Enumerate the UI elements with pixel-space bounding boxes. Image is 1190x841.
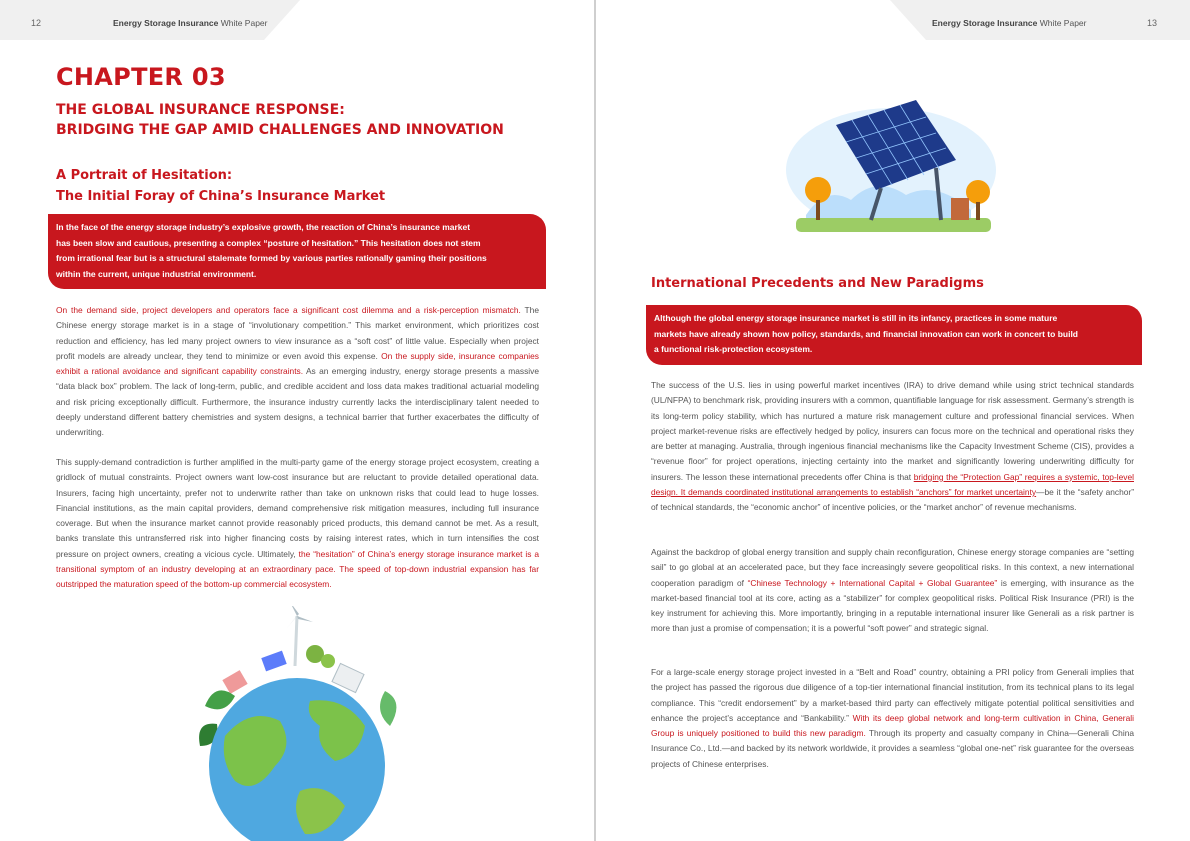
left-page: [0, 0, 594, 841]
doc-title-rest: White Paper: [1037, 18, 1087, 28]
ground-shape: [796, 218, 991, 232]
body-text: The Chinese energy storage market is in a stage of “involutionary competition.” This market environment, which prioritizes cost reduction and efficiency, has led many project owners to view insurance as a “soft cost” of little value. Especially when project profit models are already unclear, they tend to minimize or even avoid this expense.: [56, 305, 539, 361]
tree-trunk: [976, 202, 980, 220]
chapter-subtitle: [56, 100, 556, 140]
doc-title: [932, 18, 1086, 28]
left-header: [0, 0, 594, 40]
house-icon: [222, 670, 247, 694]
solar-panel-icon: [261, 651, 286, 672]
section2-paragraph-3: [651, 665, 1134, 772]
tree-icon: [805, 177, 831, 203]
body-text: Through its property and casualty company in China—Generali China Insurance Co., Ltd.—and backed by its network worldwide, it provides a seamless “global one-net” risk guarantee for the overseas projects of Chinese enterprises.: [651, 728, 1135, 769]
page-number: 12: [31, 18, 42, 28]
callout-line: has been slow and cautious, presenting a complex “posture of hesitation.” This hesitation does not stem: [56, 237, 481, 248]
turbine-blade: [297, 616, 313, 622]
body-text: The success of the U.S. lies in using powerful market incentives (IRA) to drive demand while using strict technical standards (UL/NFPA) to benchmark risk, providing insurers with a common, quantifiable language for risk assessment. Germany’s strength is its long-term policy stability, which has nurtured a mature risk management culture and professional financial services. When project market-revenue risks are effectively hedged by policy, insurers can focus more on the technical and operational risks they are better at managing. Australia, through ingenious financial mechanisms like the Capacity Investment Scheme (CIS), provides a “revenue floor” for project operations, injecting certainty into the market and significantly lowering underwriting difficulty for insurers. The lesson these international precedents offer China is that: [651, 380, 1134, 482]
callout-line: markets have already shown how policy, standards, and financial innovation can work in concert to build: [654, 328, 1078, 339]
doc-title-rest: White Paper: [218, 18, 268, 28]
highlight-text: With its deep global network and long-term cultivation in China, Generali Group is uniquely positioned to build this new paradigm.: [651, 712, 1134, 739]
tree-trunk: [816, 200, 820, 220]
battery-box-icon: [951, 198, 969, 220]
leaf-icon: [380, 691, 396, 726]
body-text: is emerging, with insurance as the market-based financial tool at its core, acting as a “stabilizer” for complex geopolitical risks. Political Risk Insurance (PRI) is the key instrument for achieving this. More importantly, bringing in a reputable international insurer like Generali as a risk partner is more than just a promise of compensation; it is a powerful “soft power” and strategic signal.: [651, 577, 1134, 634]
body-text: —be it the “safety anchor” of technical standards, the “economic anchor” of incentive policies, or the “market anchor” of revenue mechanisms.: [651, 487, 1135, 513]
page-number: 13: [1147, 18, 1158, 28]
body-text: Against the backdrop of global energy transition and supply chain reconfiguration, Chinese energy storage companies are “setting sail” to go global at an accelerated pace, but they face increasingly severe geopolitical risks. In this context, a new international cooperation paradigm of: [651, 547, 1134, 588]
section2-paragraph-2: [651, 545, 1134, 637]
section1-paragraph-2: [56, 455, 539, 593]
section1-title-line1: A Portrait of Hesitation:: [56, 168, 233, 183]
callout-line: In the face of the energy storage industry’s explosive growth, the reaction of China’s insurance market: [56, 222, 471, 232]
callout-line: within the current, unique industrial environment.: [56, 268, 257, 279]
turbine-blade: [290, 606, 299, 616]
turbine-tower: [295, 616, 297, 666]
right-header: [596, 0, 1190, 40]
section1-title-line2: The Initial Foray of China’s Insurance Market: [56, 189, 386, 204]
doc-title-bold: Energy Storage Insurance: [932, 18, 1038, 28]
chapter-label: CHAPTER 03: [56, 63, 226, 91]
section2-title: International Precedents and New Paradigms: [651, 276, 984, 291]
highlight-text: On the supply side, insurance companies exhibit a rational avoidance and significant capability constraints.: [56, 350, 539, 377]
tree-icon: [966, 180, 990, 204]
highlight-text: On the demand side, project developers and operators face a significant cost dilemma and a risk-perception mismatch.: [56, 305, 521, 315]
section2-callout: [646, 305, 1142, 365]
chapter-subtitle-line2: BRIDGING THE GAP AMID CHALLENGES AND INNOVATION: [56, 122, 504, 138]
callout-line: Although the global energy storage insurance market is still in its infancy, practices in some mature: [654, 313, 1058, 323]
section1-callout: [48, 214, 546, 289]
highlight-text: “Chinese Technology + International Capital + Global Guarantee”: [747, 577, 998, 588]
callout-line: from irrational fear but is a structural stalemate formed by various parties rationally gaming their positions: [56, 253, 487, 263]
callout-line: a functional risk-protection ecosystem.: [654, 344, 813, 354]
highlight-text: the “hesitation” of China’s energy storage insurance market is a transitional symptom of an industry developing at an extraordinary pace. The speed of top-down industrial expansion has far outstripped the maturation speed of the bottom-up commercial ecosystem.: [56, 548, 540, 590]
highlight-text: bridging the “Protection Gap” requires a systemic, top-level design. It demands coordinated institutional arrangements to establish “anchors” for market uncertainty: [651, 471, 1134, 498]
section2-paragraph-1: [651, 378, 1134, 516]
tree-icon: [321, 654, 335, 668]
green-earth-illustration: [195, 606, 405, 841]
doc-title-bold: Energy Storage Insurance: [113, 18, 219, 28]
right-page: [596, 0, 1190, 841]
section1-paragraph-1: [56, 303, 539, 441]
section1-title: [56, 165, 385, 207]
body-text: As an emerging industry, energy storage presents a massive “data black box” problem. The lack of long-term, public, and credible accident and loss data makes traditional actuarial modeling and risk pricing exceptionally difficult. Furthermore, the insurance industry currently lacks the interdisciplinary talent needed to deeply understand different battery chemistries and system designs, a technical barrier that further exacerbates the difficulty of underwriting.: [56, 366, 539, 438]
body-text: This supply-demand contradiction is further amplified in the multi-party game of the energy storage project ecosystem, creating a gridlock of mutual constraints. Project owners want low-cost insurance but are reluctant to provide detailed operational data. Insurers, facing high uncertainty, prefer not to underwrite rather than take on unknown risks that could lead to huge losses. Financial institutions, as the main capital providers, demand comprehensive risk mitigation measures, including full insurance coverage. But when the insurance market cannot provide reasonably priced products, this demand cannot be met. As a result, banks translate this untransferred risk into higher financing costs by raising interest rates, which in turn intensifies the cost pressure on project owners, creating a vicious cycle. Ultimately,: [56, 457, 539, 559]
leaf-icon: [205, 690, 235, 709]
chapter-subtitle-line1: THE GLOBAL INSURANCE RESPONSE:: [56, 102, 345, 118]
body-text: For a large-scale energy storage project invested in a “Belt and Road” country, obtaining a PRI policy from Generali implies that the project has passed the rigorous due diligence of a top-tier international financial institution, from its technical plans to its legal compliance. This “credit endorsement” by a market-based third party can effectively mitigate potential political sensitivities and enhance the project’s acceptance and “Bankability.”: [651, 667, 1134, 723]
solar-panel-illustration: [766, 90, 1006, 238]
doc-title: [113, 18, 267, 28]
